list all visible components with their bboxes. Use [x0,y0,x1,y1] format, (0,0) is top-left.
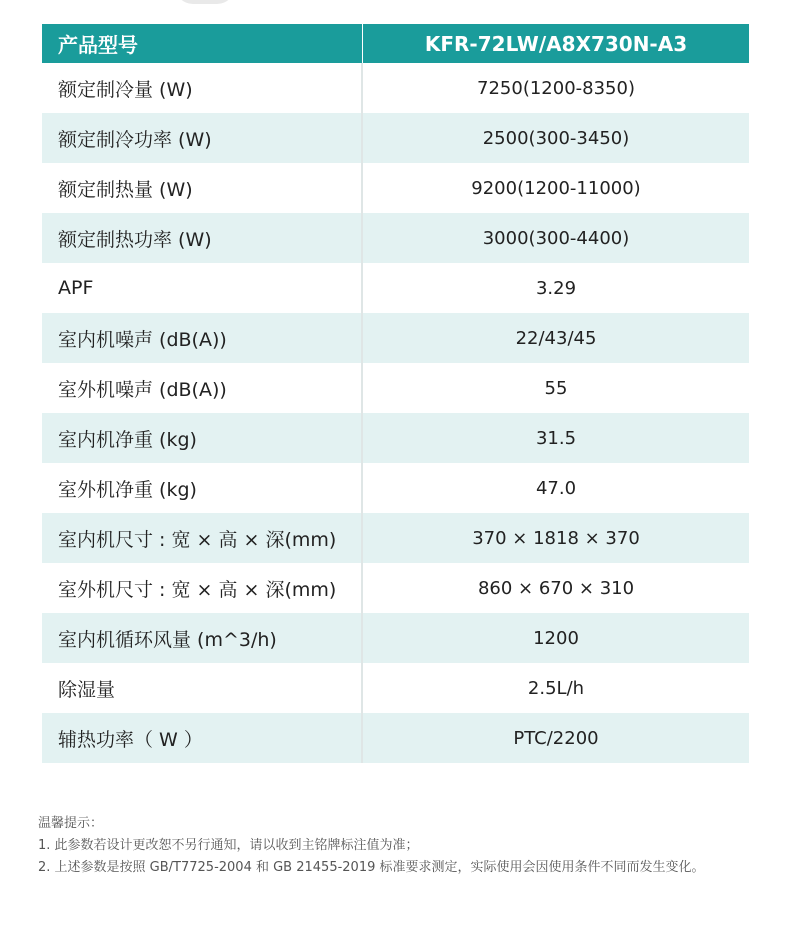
row-value: 47.0 [535,477,577,499]
table-row [42,263,749,313]
table-row [42,113,749,163]
row-value: 3000(300-4400) [482,227,630,249]
table-row [42,463,749,513]
table-row [42,663,749,713]
row-label: 额定制冷功率 (W) [42,113,363,163]
row-value: 31.5 [535,427,577,449]
decorative-arc [175,0,235,4]
row-value: 2.5L/h [527,677,585,699]
row-value: PTC/2200 [513,727,599,749]
notes-line: 1. 此参数若设计更改恕不另行通知，请以收到主铭牌标注值为准； [38,838,419,853]
row-label: 室内机尺寸 : 宽 × 高 × 深(mm) [42,513,363,563]
header-label: 产品型号 [42,24,363,63]
row-label: 室内机净重 (kg) [42,413,363,463]
notes-section [38,813,705,879]
table-row [42,513,749,563]
table-row [42,563,749,613]
row-value: 7250(1200-8350) [477,77,635,99]
row-value: 9200(1200-11000) [471,177,641,199]
table-row [42,63,749,113]
table-row [42,313,749,363]
table-row [42,213,749,263]
row-label: 室外机净重 (kg) [42,463,363,513]
row-label: 额定制冷量 (W) [42,63,363,113]
table-row [42,413,749,463]
row-value: 55 [544,377,568,399]
row-value: 1200 [533,627,579,649]
table-header-row [42,24,749,63]
row-label: APF [42,263,363,313]
spec-table [42,24,749,763]
header-model-number: KFR-72LW/A8X730N-A3 [424,31,688,56]
row-value: 3.29 [535,277,577,299]
table-row [42,363,749,413]
table-row [42,613,749,663]
row-label: 辅热功率（ W ） [42,713,363,763]
row-label: 室外机尺寸 : 宽 × 高 × 深(mm) [42,563,363,613]
row-value: 2500(300-3450) [482,127,630,149]
row-label: 室内机循环风量 (m^3/h) [42,613,363,663]
row-label: 额定制热量 (W) [42,163,363,213]
notes-line: 2. 上述参数是按照 GB/T7725-2004 和 GB 21455-2019 标准要求测定，实际使用会因使用条件不同而发生变化。 [38,860,705,875]
table-row [42,163,749,213]
row-label: 除湿量 [42,663,363,713]
row-value: 370 × 1818 × 370 [472,527,640,549]
row-label: 室外机噪声 (dB(A)) [42,363,363,413]
notes-title: 温馨提示： [38,816,104,831]
row-label: 室内机噪声 (dB(A)) [42,313,363,363]
row-value: 22/43/45 [515,327,597,349]
row-value: 860 × 670 × 310 [477,577,635,599]
row-label: 额定制热功率 (W) [42,213,363,263]
table-row [42,713,749,763]
